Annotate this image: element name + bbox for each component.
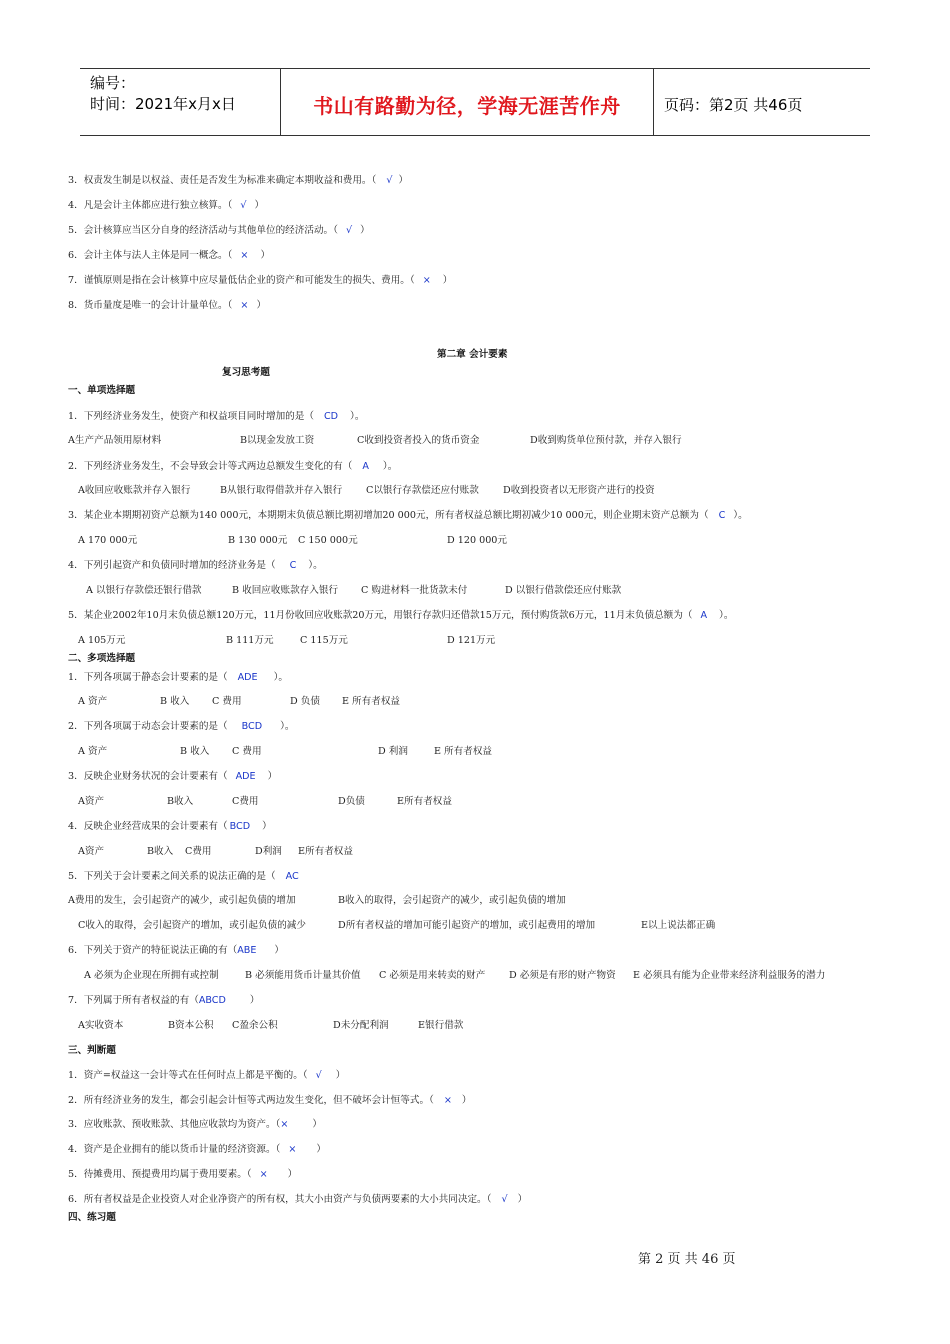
question: 1．下列各项属于静态会计要素的是（ ADE ）。 — [68, 672, 289, 683]
option: C费用 — [232, 796, 259, 807]
option: A 105万元 — [78, 635, 126, 646]
question: 3．反映企业财务状况的会计要素有（ ADE ） — [68, 771, 278, 782]
question: 6．下列关于资产的特征说法正确的有（ABE ） — [68, 945, 285, 956]
answer: √ — [315, 1070, 322, 1081]
option: A 必须为企业现在所拥有或控制 — [84, 970, 219, 981]
answer: ADE — [237, 672, 258, 683]
option: B从银行取得借款并存入银行 — [220, 485, 343, 496]
option: C 费用 — [232, 746, 262, 757]
option: C 150 000元 — [298, 535, 358, 546]
option: A 资产 — [78, 696, 108, 707]
top-item: 3．权责发生制是以权益、责任是否发生为标准来确定本期收益和费用。（ √ ） — [68, 175, 409, 186]
option: B收入 — [147, 846, 174, 857]
answer: BCD — [229, 821, 251, 832]
option: B以现金发放工资 — [240, 435, 315, 446]
option: A生产产品领用原材料 — [68, 435, 162, 446]
option: D 必须是有形的财产物资 — [509, 970, 616, 981]
section-single-choice: 一、单项选择题 — [68, 385, 136, 396]
option: B收入 — [167, 796, 194, 807]
question: 1．下列经济业务发生，使资产和权益项目同时增加的是（ CD ）。 — [68, 411, 365, 422]
answer: × — [280, 1119, 289, 1130]
answer: × — [240, 300, 249, 311]
option: E 所有者权益 — [434, 746, 493, 757]
section-judgment: 三、判断题 — [68, 1045, 116, 1056]
top-item: 4．凡是会计主体都应进行独立核算。（ √ ） — [68, 200, 265, 211]
top-item: 7．谨慎原则是指在会计核算中应尽量低估企业的资产和可能发生的损失、费用。（ × ） — [68, 275, 453, 286]
question: 3．某企业本期期初资产总额为140 000元，本期期末负债总额比期初增加20 000元，所有者权益总额比期初减少10 000元，则企业期末资产总额为（ C ）。 — [68, 510, 748, 521]
answer: √ — [386, 175, 393, 186]
answer: AC — [285, 871, 299, 882]
top-item: 6．会计主体与法人主体是同一概念。（ × ） — [68, 250, 271, 261]
question: 1．资产=权益这一会计等式在任何时点上都是平衡的。（ √ ） — [68, 1070, 346, 1081]
option: C费用 — [185, 846, 212, 857]
option: D未分配利润 — [333, 1020, 389, 1031]
header-meta — [80, 69, 281, 135]
option: A 资产 — [78, 746, 108, 757]
option: A 170 000元 — [78, 535, 138, 546]
answer: C — [718, 510, 726, 521]
option: B 收入 — [180, 746, 210, 757]
option: E所有者权益 — [298, 846, 353, 857]
header-motto: 书山有路勤为径，学海无涯苦作舟 — [281, 69, 654, 135]
option: D利润 — [255, 846, 282, 857]
answer: × — [288, 1144, 297, 1155]
option: A收回应收账款并存入银行 — [78, 485, 191, 496]
top-item: 8．货币量度是唯一的会计计量单位。（ × ） — [68, 300, 267, 311]
option: C以银行存款偿还应付账款 — [366, 485, 479, 496]
page-footer: 第 2 页 共 46 页 — [638, 1252, 736, 1267]
option: B收入的取得，会引起资产的减少，或引起负债的增加 — [338, 895, 566, 906]
header-number: 编号： — [90, 74, 136, 92]
header-page-label: 页码：第2页 共46页 — [664, 95, 803, 114]
top-item: 5．会计核算应当区分自身的经济活动与其他单位的经济活动。（ √ ） — [68, 225, 370, 236]
option: B资本公积 — [168, 1020, 214, 1031]
option: E 必须具有能为企业带来经济利益服务的潜力 — [633, 970, 826, 981]
option: E以上说法都正确 — [641, 920, 716, 931]
chapter-title: 第二章 会计要素 — [437, 349, 508, 360]
answer: × — [443, 1095, 452, 1106]
answer: A — [362, 461, 369, 472]
option: D负债 — [338, 796, 365, 807]
question: 2．所有经济业务的发生，都会引起会计恒等式两边发生变化，但不破坏会计恒等式。（ × ） — [68, 1095, 472, 1106]
page-header — [80, 68, 870, 136]
answer: BCD — [241, 721, 263, 732]
question: 2．下列经济业务发生，不会导致会计等式两边总额发生变化的有（ A ）。 — [68, 461, 398, 472]
question: 4．下列引起资产和负债同时增加的经济业务是（ C ）。 — [68, 560, 323, 571]
option: D所有者权益的增加可能引起资产的增加，或引起费用的增加 — [338, 920, 596, 931]
option: D 120 000元 — [447, 535, 508, 546]
answer: × — [259, 1169, 268, 1180]
option: A实收资本 — [78, 1020, 124, 1031]
answer: × — [240, 250, 249, 261]
option: C收入的取得，会引起资产的增加，或引起负债的减少 — [78, 920, 306, 931]
option: E 所有者权益 — [342, 696, 401, 707]
section-exercises: 四、练习题 — [68, 1212, 116, 1223]
option: D 以银行借款偿还应付账款 — [505, 585, 622, 596]
question: 5．某企业2002年10月末负债总额120万元，11月份收回应收账款20万元，用银行存款归还借款15万元，预付购货款6万元，11月末负债总额为（ A ）。 — [68, 610, 734, 621]
option: E银行借款 — [418, 1020, 464, 1031]
option: C收到投资者投入的货币资金 — [357, 435, 480, 446]
header-date: 时间：2021年x月x日 — [90, 95, 236, 113]
option: A 以银行存款偿还银行借款 — [86, 585, 202, 596]
answer: √ — [501, 1194, 508, 1205]
option: C 115万元 — [300, 635, 348, 646]
question: 5．下列关于会计要素之间关系的说法正确的是（ AC — [68, 871, 299, 882]
option: D 121万元 — [447, 635, 496, 646]
question: 7．下列属于所有者权益的有（ABCD ） — [68, 995, 260, 1006]
answer: ABE — [237, 945, 257, 956]
option: D 负债 — [290, 696, 320, 707]
answer: √ — [345, 225, 353, 236]
answer: √ — [240, 200, 247, 211]
option: C盈余公积 — [232, 1020, 278, 1031]
answer: × — [422, 275, 431, 286]
option: C 必须是用来转卖的财产 — [379, 970, 486, 981]
question: 4．资产是企业拥有的能以货币计量的经济资源。（ × ） — [68, 1144, 327, 1155]
answer: ABCD — [198, 995, 226, 1006]
question: 2．下列各项属于动态会计要素的是（ BCD ）。 — [68, 721, 295, 732]
option: D 利润 — [378, 746, 408, 757]
option: B 111万元 — [226, 635, 274, 646]
option: C 购进材料一批货款未付 — [361, 585, 468, 596]
option: D收到购货单位预付款，并存入银行 — [530, 435, 682, 446]
option: B 130 000元 — [228, 535, 288, 546]
section-multi-choice: 二、多项选择题 — [68, 653, 136, 664]
option: C 费用 — [212, 696, 242, 707]
review-title: 复习思考题 — [222, 367, 270, 378]
answer: C — [289, 560, 297, 571]
option: A资产 — [78, 796, 105, 807]
option: B 必须能用货币计量其价值 — [245, 970, 361, 981]
option: B 收回应收账款存入银行 — [232, 585, 339, 596]
answer: ADE — [235, 771, 256, 782]
question: 4．反映企业经营成果的会计要素有（ BCD ） — [68, 821, 272, 832]
option: A资产 — [78, 846, 105, 857]
answer: CD — [323, 411, 339, 422]
question: 5．待摊费用、预提费用均属于费用要素。（ × ） — [68, 1169, 298, 1180]
option: E所有者权益 — [397, 796, 452, 807]
option: B 收入 — [160, 696, 190, 707]
option: A费用的发生，会引起资产的减少，或引起负债的增加 — [68, 895, 296, 906]
question: 3．应收账款、预收账款、其他应收款均为资产。（× ） — [68, 1119, 323, 1130]
answer: A — [700, 610, 708, 621]
question: 6．所有者权益是企业投资人对企业净资产的所有权，其大小由资产与负债两要素的大小共同决定。（ √ ） — [68, 1194, 528, 1205]
option: D收到投资者以无形资产进行的投资 — [503, 485, 655, 496]
